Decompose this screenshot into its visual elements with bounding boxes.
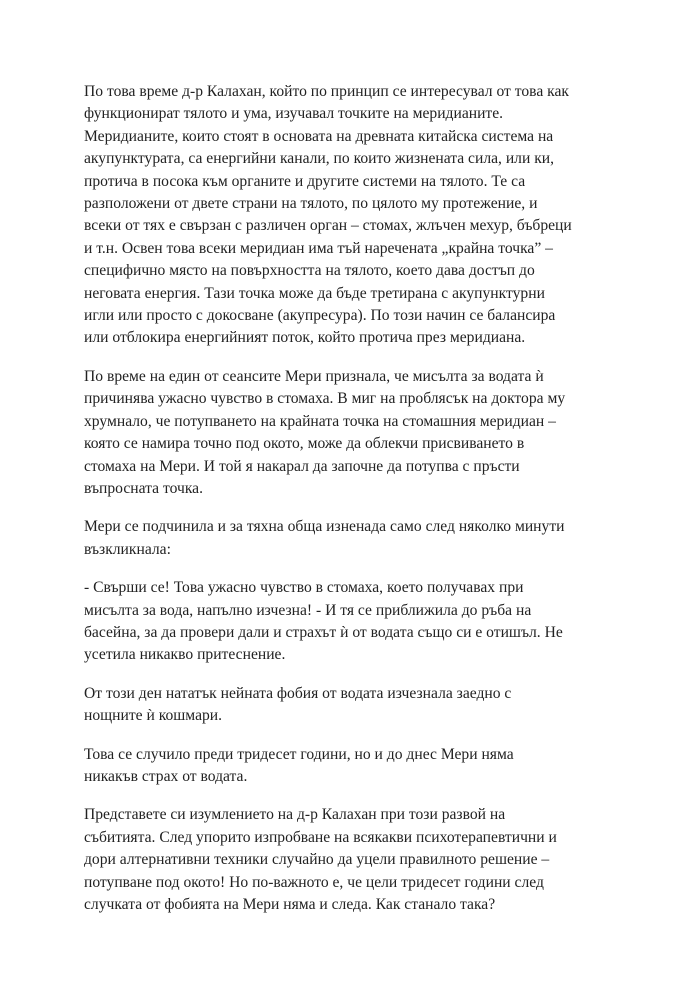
paragraph-meridians: По това време д-р Калахан, който по принцип се интересувал от това как функционират тялото и ума, изучавал точките на меридианите. Меридианите, които стоят в основата на древната китайска система на акупунктурата, са енергийни канали, по които жизнената сила, или ки, протича в посока към органите и другите системи на тялото. Те са разположени от двете страни на тялото, по цялото му протежение, и всеки от тях е свързан с различен орган – стомах, жлъчен мехур, бъбреци и т.н. Освен това всеки меридиан има тъй наречената „крайна точка” – специфично място на повърхността на тялото, което дава достъп до неговата енергия. Тази точка може да бъде третирана с акупунктурни игли или просто с докосване (акупресура). По този начин се балансира или отблокира енергийният поток, който протича през меридиана.	[84, 83, 572, 347]
paragraph-phobia-gone: От този ден нататък нейната фобия от водата изчезнала заедно с нощните ѝ кошмари.	[84, 684, 512, 725]
paragraph-conclusion: Представете си изумлението на д-р Калахан при този развой на събитията. След упорито изпробване на всякакви психотерапевтични и дори алтернативни техники случайно да уцели правилното решение – потупване под окото! Но по-важното е, че цели тридесет години след случката от фобията на Мери няма и следа. Как станало така?	[84, 806, 557, 913]
paragraph-surprise: Мери се подчинила и за тяхна обща изненада само след няколко минути възкликнала:	[84, 518, 565, 558]
paragraph-exclamation: - Свърши се! Това ужасно чувство в стомаха, което получавах при мисълта за вода, напълно изчезна! - И тя се приближила до ръба на басейна, за да провери дали и страхът ѝ от водата също си е отишъл. Не усетила никакво притеснение.	[84, 579, 563, 664]
document-body	[84, 81, 624, 932]
paragraph-session: По време на един от сеансите Мери признала, че мисълта за водата ѝ причинява ужасно чувство в стомаха. В миг на проблясък на доктора му хрумнало, че потупването на крайната точка на стомашния меридиан – която се намира точно под окото, може да облекчи присвиването в стомаха на Мери. И той я накарал да започне да потупва с пръсти въпросната точка.	[84, 367, 566, 497]
paragraph-thirty-years: Това се случило преди тридесет години, но и до днес Мери няма никакъв страх от водата.	[84, 745, 514, 785]
